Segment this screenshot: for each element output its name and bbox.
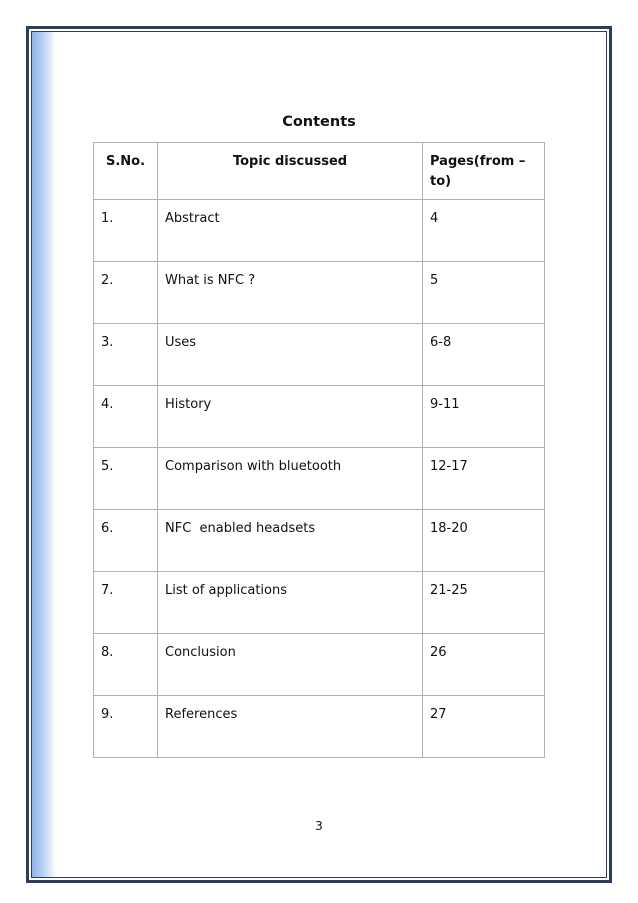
row-sno: 7. (94, 572, 158, 634)
table-row (94, 572, 545, 634)
header-sno: S.No. (94, 143, 158, 200)
row-pages: 12-17 (423, 448, 545, 510)
row-sno: 6. (94, 510, 158, 572)
row-topic: History (158, 386, 423, 448)
row-pages: 4 (423, 200, 545, 262)
table-row (94, 324, 545, 386)
row-topic: List of applications (158, 572, 423, 634)
decorative-side-gradient (32, 32, 56, 877)
table-row (94, 634, 545, 696)
table-row (94, 510, 545, 572)
row-topic: Conclusion (158, 634, 423, 696)
row-pages: 9-11 (423, 386, 545, 448)
header-pages: Pages(from – to) (423, 143, 545, 200)
row-pages: 27 (423, 696, 545, 758)
row-topic: References (158, 696, 423, 758)
row-sno: 8. (94, 634, 158, 696)
table-header-row (94, 143, 545, 200)
table-row (94, 386, 545, 448)
row-sno: 4. (94, 386, 158, 448)
row-topic: NFC enabled headsets (158, 510, 423, 572)
contents-table (93, 142, 545, 758)
row-sno: 2. (94, 262, 158, 324)
row-pages: 5 (423, 262, 545, 324)
page-number: 3 (315, 819, 323, 833)
row-sno: 1. (94, 200, 158, 262)
header-topic: Topic discussed (158, 143, 423, 200)
table-row (94, 200, 545, 262)
page-title: Contents (282, 114, 356, 130)
row-topic: Comparison with bluetooth (158, 448, 423, 510)
table-row (94, 262, 545, 324)
row-topic: What is NFC ? (158, 262, 423, 324)
table-row (94, 696, 545, 758)
row-topic: Abstract (158, 200, 423, 262)
row-pages: 26 (423, 634, 545, 696)
table-row (94, 448, 545, 510)
row-pages: 21-25 (423, 572, 545, 634)
row-pages: 18-20 (423, 510, 545, 572)
row-sno: 9. (94, 696, 158, 758)
row-sno: 3. (94, 324, 158, 386)
row-pages: 6-8 (423, 324, 545, 386)
row-sno: 5. (94, 448, 158, 510)
row-topic: Uses (158, 324, 423, 386)
